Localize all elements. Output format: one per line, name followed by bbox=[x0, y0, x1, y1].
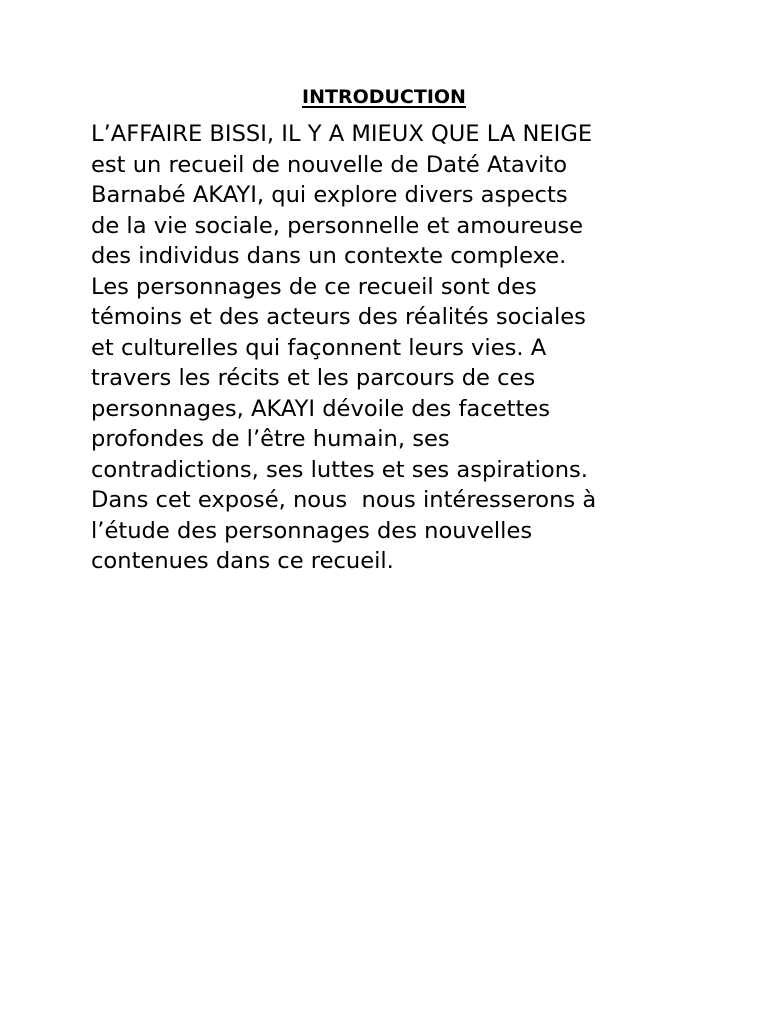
paragraph-line: personnages, AKAYI dévoile des facettes bbox=[91, 395, 550, 422]
paragraph-line: témoins et des acteurs des réalités sociales bbox=[91, 304, 586, 330]
paragraph-line: Barnabé AKAYI, qui explore divers aspects bbox=[91, 182, 568, 208]
paragraph-line: de la vie sociale, personnelle et amoureuse bbox=[91, 212, 584, 239]
paragraph-line: profondes de l’être humain, ses bbox=[91, 426, 450, 452]
paragraph-line: contradictions, ses luttes et ses aspirations. bbox=[91, 456, 588, 483]
paragraph-line: Les personnages de ce recueil sont des bbox=[91, 273, 537, 300]
paragraph-line: des individus dans un contexte complexe. bbox=[91, 243, 567, 269]
paragraph-line: travers les récits et les parcours de ces bbox=[91, 365, 536, 391]
paragraph-line: L’AFFAIRE BISSI, IL Y A MIEUX QUE LA NEIGE bbox=[91, 121, 593, 147]
paragraph-line: l’étude des personnages des nouvelles bbox=[91, 517, 533, 544]
paragraph-line: contenues dans ce recueil. bbox=[91, 548, 394, 574]
paragraph-line: Dans cet exposé, nous nous intéresserons à bbox=[91, 487, 597, 513]
introduction-paragraph bbox=[91, 119, 691, 577]
paragraph-line: est un recueil de nouvelle de Daté Atavito bbox=[91, 151, 568, 178]
paragraph-line: et culturelles qui façonnent leurs vies. A bbox=[91, 334, 547, 361]
page-title: INTRODUCTION bbox=[302, 86, 466, 108]
